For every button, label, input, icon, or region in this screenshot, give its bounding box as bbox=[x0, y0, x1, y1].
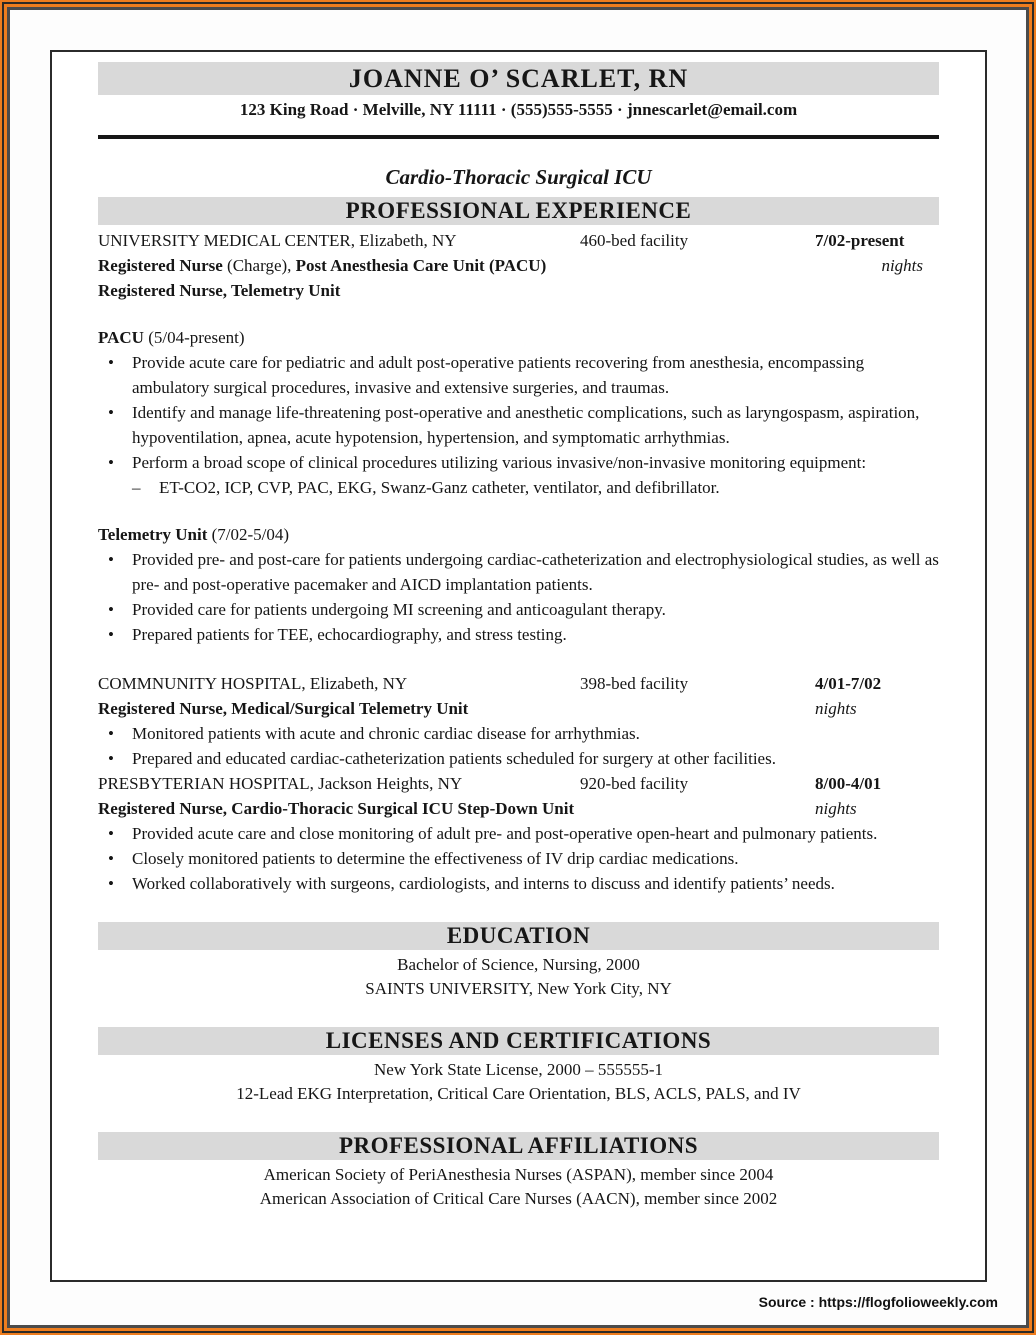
employer-title2-row-umc bbox=[98, 278, 939, 303]
employer-title-row-presbyterian bbox=[98, 796, 939, 821]
bullet-text: Provided acute care and close monitoring of adult pre- and post-operative open-heart and pulmonary patients. bbox=[132, 824, 878, 843]
contact-line: 123 King Road · Melville, NY 11111 · (555)555-5555 · jnnescarlet@email.com bbox=[239, 100, 798, 119]
bullet-item bbox=[98, 622, 939, 647]
employer-facility: 398-bed facility bbox=[580, 674, 689, 693]
name-banner bbox=[98, 62, 939, 95]
bullet-item bbox=[98, 846, 939, 871]
bullet-text: Prepared patients for TEE, echocardiography, and stress testing. bbox=[132, 625, 567, 644]
source-attribution: Source : https://flogfolioweekly.com bbox=[758, 1294, 998, 1310]
bullet-icon: • bbox=[108, 824, 114, 843]
employer-facility: 460-bed facility bbox=[580, 231, 689, 250]
sub-bullet-item bbox=[98, 475, 939, 500]
shift-label: nights bbox=[815, 699, 857, 718]
employer-row-community bbox=[98, 671, 939, 696]
person-name: JOANNE O’ SCARLET, RN bbox=[348, 64, 689, 93]
license-line: New York State License, 2000 – 555555-1 bbox=[374, 1060, 663, 1079]
bullet-text: Identify and manage life-threatening post-operative and anesthetic complications, such as laryngospasm, aspiration, hypoventilation, apnea, acute hypotension, hypertension, and symptomatic arrhythmias. bbox=[132, 403, 920, 447]
affiliation-line: American Association of Critical Care Nurses (AACN), member since 2002 bbox=[259, 1189, 778, 1208]
bullet-icon: • bbox=[108, 625, 114, 644]
job-title: Registered Nurse, Cardio-Thoracic Surgical ICU Step-Down Unit bbox=[98, 799, 575, 818]
employer-name: PRESBYTERIAN HOSPITAL, Jackson Heights, NY bbox=[98, 774, 463, 793]
affiliation-line: American Society of PeriAnesthesia Nurses (ASPAN), member since 2004 bbox=[263, 1165, 774, 1184]
employer-name: COMMNUNITY HOSPITAL, Elizabeth, NY bbox=[98, 674, 408, 693]
bullet-icon: • bbox=[108, 724, 114, 743]
dash-icon: – bbox=[132, 478, 141, 497]
employer-dates: 7/02-present bbox=[815, 231, 905, 250]
bullet-icon: • bbox=[108, 849, 114, 868]
bullet-item bbox=[98, 597, 939, 622]
license-line: 12-Lead EKG Interpretation, Critical Care Orientation, BLS, ACLS, PALS, and IV bbox=[236, 1084, 801, 1103]
bullet-icon: • bbox=[108, 353, 114, 372]
employer-row-presbyterian bbox=[98, 771, 939, 796]
unit-heading-pacu: PACU (5/04-present) bbox=[98, 328, 245, 347]
bullet-text: Provided care for patients undergoing MI screening and anticoagulant therapy. bbox=[132, 600, 666, 619]
bullet-text: Prepared and educated cardiac-catheterization patients scheduled for surgery at other facilities. bbox=[132, 749, 776, 768]
bullet-item bbox=[98, 547, 939, 597]
section-licenses: LICENSES AND CERTIFICATIONS bbox=[98, 1027, 939, 1055]
job-title: Registered Nurse (Charge), Post Anesthesia Care Unit (PACU) bbox=[98, 256, 547, 275]
sub-bullet-text: ET-CO2, ICP, CVP, PAC, EKG, Swanz-Ganz catheter, ventilator, and defibrillator. bbox=[159, 478, 720, 497]
job-title: Registered Nurse, Telemetry Unit bbox=[98, 281, 341, 300]
bullet-icon: • bbox=[108, 550, 114, 569]
bullet-text: Worked collaboratively with surgeons, cardiologists, and interns to discuss and identify patients’ needs. bbox=[132, 874, 835, 893]
employer-title-row-umc bbox=[98, 253, 939, 278]
bullet-icon: • bbox=[108, 403, 114, 422]
specialty-title: Cardio-Thoracic Surgical ICU bbox=[385, 165, 652, 189]
bullet-item bbox=[98, 746, 939, 771]
section-affiliations: PROFESSIONAL AFFILIATIONS bbox=[98, 1132, 939, 1160]
bullet-text: Provide acute care for pediatric and adult post-operative patients recovering from anesthesia, encompassing ambulatory surgical procedures, invasive and extensive surgeries, and traumas. bbox=[132, 353, 865, 397]
bullet-icon: • bbox=[108, 874, 114, 893]
section-professional-experience: PROFESSIONAL EXPERIENCE bbox=[98, 197, 939, 225]
shift-label: nights bbox=[815, 799, 857, 818]
bullet-item bbox=[98, 821, 939, 846]
bullet-item bbox=[98, 871, 939, 896]
employer-dates: 8/00-4/01 bbox=[815, 774, 882, 793]
job-title: Registered Nurse, Medical/Surgical Telemetry Unit bbox=[98, 699, 469, 718]
bullet-item bbox=[98, 721, 939, 746]
bullet-text: Monitored patients with acute and chronic cardiac disease for arrhythmias. bbox=[132, 724, 640, 743]
section-education: EDUCATION bbox=[98, 922, 939, 950]
education-line: Bachelor of Science, Nursing, 2000 bbox=[397, 955, 640, 974]
resume-content bbox=[52, 52, 985, 1211]
education-line: SAINTS UNIVERSITY, New York City, NY bbox=[365, 979, 672, 998]
bullet-icon: • bbox=[108, 600, 114, 619]
bullet-text: Closely monitored patients to determine the effectiveness of IV drip cardiac medications. bbox=[132, 849, 739, 868]
bullet-text: Perform a broad scope of clinical procedures utilizing various invasive/non-invasive monitoring equipment: bbox=[132, 453, 867, 472]
employer-facility: 920-bed facility bbox=[580, 774, 689, 793]
bullet-item bbox=[98, 400, 939, 450]
header-divider bbox=[98, 135, 939, 139]
bullet-text: Provided pre- and post-care for patients undergoing cardiac-catheterization and electrophysiological studies, as well as pre- and post-operative pacemaker and AICD implantation patients. bbox=[132, 550, 939, 594]
bullet-item bbox=[98, 450, 939, 475]
bullet-icon: • bbox=[108, 749, 114, 768]
bullet-item bbox=[98, 350, 939, 400]
shift-label: nights bbox=[881, 256, 923, 275]
employer-dates: 4/01-7/02 bbox=[815, 674, 882, 693]
employer-title-row-community bbox=[98, 696, 939, 721]
resume-page bbox=[50, 50, 987, 1282]
employer-name: UNIVERSITY MEDICAL CENTER, Elizabeth, NY bbox=[98, 231, 457, 250]
unit-heading-telemetry: Telemetry Unit (7/02-5/04) bbox=[98, 525, 290, 544]
bullet-icon: • bbox=[108, 453, 114, 472]
employer-row-umc bbox=[98, 228, 939, 253]
